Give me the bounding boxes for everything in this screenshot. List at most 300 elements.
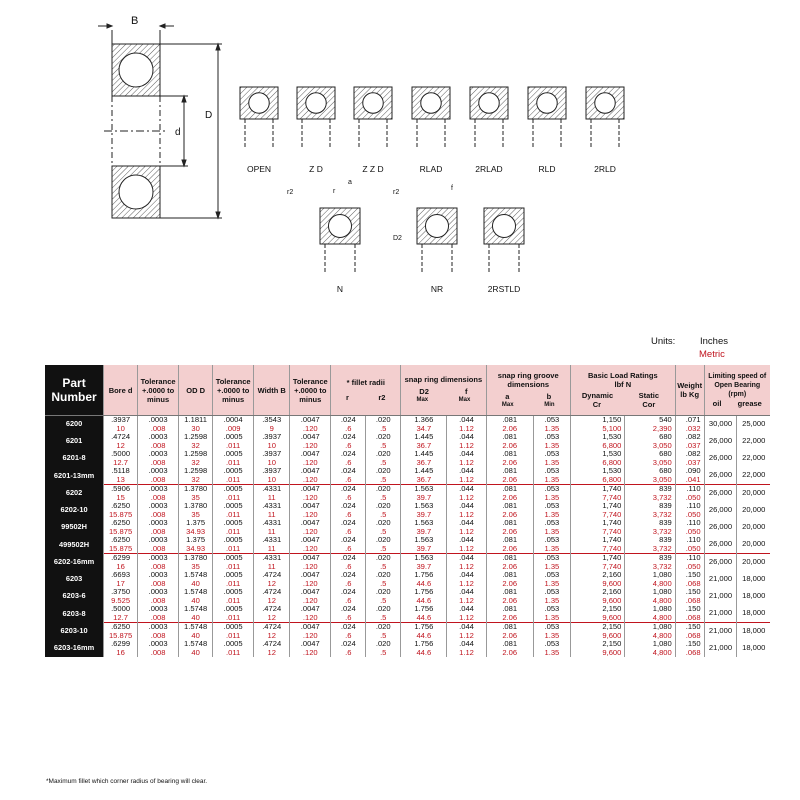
table-cell: 11 — [254, 545, 290, 554]
table-cell: 10 — [254, 459, 290, 468]
table-cell: .020 — [366, 433, 401, 442]
table-cell: .5 — [366, 563, 401, 572]
table-cell: .0005 — [213, 623, 254, 632]
table-cell: 12 — [254, 632, 290, 641]
table-cell: 1.12 — [447, 476, 486, 485]
table-cell: .3543 — [254, 416, 290, 425]
table-header-row — [45, 365, 770, 416]
header-static: Static Cor — [638, 391, 660, 409]
table-cell: 1,080 — [625, 588, 675, 597]
table-cell: .120 — [290, 614, 331, 623]
table-cell: 1.5748 — [179, 571, 213, 580]
table-cell: .024 — [331, 640, 366, 649]
table-cell: 1.12 — [447, 425, 486, 434]
table-cell: .037 — [675, 459, 704, 468]
table-row-inches — [45, 502, 770, 511]
table-cell: 32 — [179, 476, 213, 485]
table-cell: .081 — [486, 554, 533, 563]
table-row-inches — [45, 623, 770, 632]
table-cell: .5 — [366, 649, 401, 658]
table-cell: 1.35 — [533, 425, 570, 434]
table-cell: .053 — [533, 640, 570, 649]
table-cell: 1.445 — [401, 467, 447, 476]
bearing-type-figure — [470, 87, 508, 174]
table-cell: 6,800 — [570, 459, 624, 468]
header-groove-a: a — [505, 391, 510, 401]
table-cell: .020 — [366, 416, 401, 425]
table-cell: .020 — [366, 623, 401, 632]
table-cell: 1.563 — [401, 554, 447, 563]
header-load-ratings — [570, 365, 675, 416]
table-cell: .120 — [290, 528, 331, 537]
header-tolerance-bore: Tolerance +.0000 to minus — [138, 365, 179, 416]
speed-oil-cell: 21,000 — [704, 605, 737, 623]
header-groove-b-min: Min — [544, 401, 555, 408]
table-cell: .011 — [213, 614, 254, 623]
table-cell: 1,530 — [570, 467, 624, 476]
table-cell: .5 — [366, 528, 401, 537]
table-cell: .0005 — [213, 605, 254, 614]
table-cell: 17 — [104, 580, 138, 589]
table-row-inches — [45, 640, 770, 649]
speed-oil-cell: 26,000 — [704, 502, 737, 519]
table-cell: 3,732 — [625, 563, 675, 572]
table-cell: 1.563 — [401, 485, 447, 494]
table-cell: .0003 — [138, 571, 179, 580]
table-cell: 1,740 — [570, 485, 624, 494]
table-cell: 2.06 — [486, 425, 533, 434]
speed-grease-cell: 25,000 — [737, 416, 770, 434]
table-cell: 1.12 — [447, 494, 486, 503]
units-metric: Metric — [699, 349, 725, 360]
table-cell: .081 — [486, 623, 533, 632]
table-cell: 2.06 — [486, 494, 533, 503]
table-cell: .0047 — [290, 536, 331, 545]
table-cell: .6250 — [104, 519, 138, 528]
table-cell: .4724 — [254, 588, 290, 597]
table-cell: .011 — [213, 459, 254, 468]
header-snap-d2: D2 — [419, 387, 429, 396]
table-cell: .050 — [675, 563, 704, 572]
bearing-type-label: 2RLAD — [475, 164, 503, 174]
table-cell: .0003 — [138, 450, 179, 459]
table-row-metric — [45, 425, 770, 434]
dimension-label-f: f — [451, 185, 453, 192]
table-cell: .041 — [675, 476, 704, 485]
table-cell: 1.5748 — [179, 623, 213, 632]
label-B: B — [131, 15, 139, 27]
header-snap-ring — [401, 365, 486, 416]
table-cell: .6 — [331, 425, 366, 434]
table-cell: .0005 — [213, 433, 254, 442]
table-cell: 10 — [254, 476, 290, 485]
table-cell: 39.7 — [401, 494, 447, 503]
table-cell: 1.35 — [533, 597, 570, 606]
table-cell: 44.6 — [401, 632, 447, 641]
part-number-cell: 6202 — [45, 485, 104, 503]
table-cell: 3,050 — [625, 476, 675, 485]
table-cell: .020 — [366, 605, 401, 614]
table-cell: .4724 — [254, 571, 290, 580]
table-cell: 4,800 — [625, 580, 675, 589]
table-cell: 2.06 — [486, 597, 533, 606]
table-cell: 3,732 — [625, 494, 675, 503]
table-cell: 1.5748 — [179, 640, 213, 649]
table-cell: 40 — [179, 580, 213, 589]
table-cell: .053 — [533, 502, 570, 511]
table-cell: .050 — [675, 494, 704, 503]
table-cell: 16 — [104, 649, 138, 658]
speed-oil-cell: 26,000 — [704, 554, 737, 572]
table-cell: .044 — [447, 588, 486, 597]
table-cell: .4331 — [254, 554, 290, 563]
table-cell: .0047 — [290, 605, 331, 614]
table-cell: .4724 — [254, 605, 290, 614]
table-cell: .0003 — [138, 623, 179, 632]
table-cell: 680 — [625, 450, 675, 459]
part-number-cell: 6203 — [45, 571, 104, 588]
speed-oil-cell: 21,000 — [704, 588, 737, 605]
table-cell: .5000 — [104, 450, 138, 459]
table-cell: .044 — [447, 536, 486, 545]
table-cell: .5 — [366, 494, 401, 503]
header-limiting-speed — [704, 365, 770, 416]
table-row-inches — [45, 536, 770, 545]
table-cell: .081 — [486, 467, 533, 476]
table-cell: .081 — [486, 640, 533, 649]
table-cell: .150 — [675, 623, 704, 632]
speed-oil-cell: 26,000 — [704, 519, 737, 536]
table-cell: 30 — [179, 425, 213, 434]
table-cell: .081 — [486, 571, 533, 580]
table-cell: 7,740 — [570, 494, 624, 503]
table-cell: .0003 — [138, 467, 179, 476]
table-cell: .009 — [213, 425, 254, 434]
table-cell: 9.525 — [104, 597, 138, 606]
table-cell: 1.12 — [447, 442, 486, 451]
table-cell: 1.2598 — [179, 433, 213, 442]
table-row-metric — [45, 511, 770, 520]
part-number-cell: 6201 — [45, 433, 104, 450]
table-cell: .0005 — [213, 554, 254, 563]
table-cell: 35 — [179, 494, 213, 503]
table-cell: .008 — [138, 545, 179, 554]
label-D: D — [205, 110, 213, 121]
table-cell: .068 — [675, 632, 704, 641]
speed-oil-cell: 21,000 — [704, 640, 737, 657]
table-cell: .120 — [290, 459, 331, 468]
table-cell: .011 — [213, 632, 254, 641]
table-cell: .053 — [533, 467, 570, 476]
table-cell: 12 — [254, 649, 290, 658]
table-row-inches — [45, 571, 770, 580]
table-cell: .120 — [290, 511, 331, 520]
table-cell: .081 — [486, 416, 533, 425]
table-cell: 1.35 — [533, 614, 570, 623]
table-cell: .081 — [486, 605, 533, 614]
table-cell: .081 — [486, 536, 533, 545]
table-row-inches — [45, 554, 770, 563]
table-cell: .120 — [290, 649, 331, 658]
units-inches: Inches — [700, 336, 728, 347]
table-cell: 1.2598 — [179, 450, 213, 459]
table-cell: .120 — [290, 494, 331, 503]
table-cell: .011 — [213, 597, 254, 606]
part-number-cell: 6202-10 — [45, 502, 104, 519]
table-cell: 1.3780 — [179, 502, 213, 511]
table-row-inches — [45, 433, 770, 442]
table-row-metric — [45, 563, 770, 572]
table-cell: 1.35 — [533, 511, 570, 520]
table-cell: 2.06 — [486, 459, 533, 468]
table-cell: .0005 — [213, 536, 254, 545]
table-cell: 1,150 — [570, 416, 624, 425]
bearing-type-label: NR — [430, 284, 444, 294]
table-cell: .008 — [138, 511, 179, 520]
table-cell: 839 — [625, 536, 675, 545]
table-cell: 34.93 — [179, 528, 213, 537]
speed-grease-cell: 18,000 — [737, 588, 770, 605]
table-cell: .110 — [675, 554, 704, 563]
table-cell: 1.12 — [447, 459, 486, 468]
table-cell: 2.06 — [486, 580, 533, 589]
table-cell: .120 — [290, 563, 331, 572]
table-cell: .150 — [675, 571, 704, 580]
table-cell: 40 — [179, 649, 213, 658]
bearing-type-figure — [320, 208, 360, 294]
table-cell: 1.3780 — [179, 554, 213, 563]
table-cell: 540 — [625, 416, 675, 425]
table-cell: 39.7 — [401, 528, 447, 537]
table-cell: .5 — [366, 545, 401, 554]
speed-grease-cell: 22,000 — [737, 467, 770, 485]
table-cell: .020 — [366, 536, 401, 545]
bearing-type-label: OPEN — [246, 164, 272, 174]
speed-grease-cell: 18,000 — [737, 605, 770, 623]
seal-shield-type-figures — [240, 87, 624, 294]
table-cell: .6 — [331, 632, 366, 641]
table-cell: 2,160 — [570, 571, 624, 580]
table-cell: 2.06 — [486, 442, 533, 451]
table-cell: .0047 — [290, 588, 331, 597]
table-cell: 7,740 — [570, 563, 624, 572]
bearing-type-label: RLD — [538, 164, 556, 174]
table-cell: 10 — [104, 425, 138, 434]
table-cell: 1.12 — [447, 649, 486, 658]
table-cell: 12 — [254, 580, 290, 589]
table-cell: 1.445 — [401, 450, 447, 459]
bearing-type-figure — [240, 87, 278, 174]
table-cell: .011 — [213, 442, 254, 451]
table-cell: .008 — [138, 580, 179, 589]
table-row-metric — [45, 597, 770, 606]
table-cell: .0003 — [138, 433, 179, 442]
table-cell: 4,800 — [625, 632, 675, 641]
header-snap-f: f — [465, 387, 468, 396]
table-cell: .4724 — [254, 623, 290, 632]
table-row-inches — [45, 588, 770, 597]
table-cell: 1.35 — [533, 494, 570, 503]
table-cell: 12 — [254, 597, 290, 606]
header-groove-title: snap ring groove dimensions — [497, 370, 559, 389]
table-cell: .3937 — [254, 450, 290, 459]
table-cell: 1.12 — [447, 545, 486, 554]
header-groove-a-max: Max — [501, 401, 514, 408]
header-weight: Weight lb Kg — [675, 365, 704, 416]
table-cell: .024 — [331, 485, 366, 494]
table-row-metric — [45, 632, 770, 641]
table-cell: 36.7 — [401, 476, 447, 485]
table-row-metric — [45, 528, 770, 537]
table-cell: 1,080 — [625, 605, 675, 614]
table-row-inches — [45, 519, 770, 528]
table-cell: .3750 — [104, 588, 138, 597]
header-groove — [486, 365, 570, 416]
table-cell: .011 — [213, 511, 254, 520]
table-cell: 34.7 — [401, 425, 447, 434]
units-label: Units: — [651, 336, 676, 347]
table-cell: 32 — [179, 459, 213, 468]
part-number-cell: 6203-6 — [45, 588, 104, 605]
table-cell: 35 — [179, 511, 213, 520]
table-cell: .081 — [486, 502, 533, 511]
table-cell: 1.35 — [533, 632, 570, 641]
table-cell: .044 — [447, 502, 486, 511]
table-cell: 12.7 — [104, 459, 138, 468]
table-cell: .120 — [290, 597, 331, 606]
table-cell: .5000 — [104, 605, 138, 614]
table-cell: .037 — [675, 442, 704, 451]
bearing-type-figure — [412, 87, 450, 174]
table-cell: 1,080 — [625, 623, 675, 632]
table-cell: .053 — [533, 433, 570, 442]
table-cell: 1.1811 — [179, 416, 213, 425]
table-cell: .024 — [331, 554, 366, 563]
bearing-spec-table — [45, 365, 770, 657]
table-cell: .044 — [447, 519, 486, 528]
speed-grease-cell: 18,000 — [737, 571, 770, 588]
table-cell: 9,600 — [570, 597, 624, 606]
dimension-label-r2: r2 — [393, 189, 400, 196]
table-cell: .053 — [533, 519, 570, 528]
table-cell: 1.756 — [401, 640, 447, 649]
header-tolerance-od: Tolerance +.0000 to minus — [213, 365, 254, 416]
table-cell: .011 — [213, 649, 254, 658]
table-cell: 36.7 — [401, 459, 447, 468]
table-cell: .011 — [213, 545, 254, 554]
speed-grease-cell: 20,000 — [737, 519, 770, 536]
table-cell: 7,740 — [570, 511, 624, 520]
table-cell: .4331 — [254, 519, 290, 528]
part-number-cell: 6203-8 — [45, 605, 104, 623]
speed-grease-cell: 22,000 — [737, 433, 770, 450]
table-cell: .5 — [366, 459, 401, 468]
table-cell: 4,800 — [625, 597, 675, 606]
table-cell: .6 — [331, 649, 366, 658]
dimension-label-r2: r2 — [287, 189, 294, 196]
table-cell: .020 — [366, 450, 401, 459]
table-cell: .008 — [138, 425, 179, 434]
table-cell: 40 — [179, 614, 213, 623]
dimension-label-a: a — [348, 179, 352, 186]
table-cell: .0003 — [138, 502, 179, 511]
table-cell: .5 — [366, 614, 401, 623]
table-cell: 5,100 — [570, 425, 624, 434]
table-cell: 11 — [254, 563, 290, 572]
table-cell: .150 — [675, 640, 704, 649]
speed-oil-cell: 26,000 — [704, 467, 737, 485]
header-snap-d2-max: Max — [416, 397, 429, 403]
table-cell: .008 — [138, 528, 179, 537]
table-cell: .0005 — [213, 467, 254, 476]
table-cell: 35 — [179, 563, 213, 572]
header-fillet-r: r — [346, 393, 349, 402]
speed-grease-cell: 20,000 — [737, 554, 770, 572]
table-cell: 15.875 — [104, 511, 138, 520]
table-cell: 1,080 — [625, 571, 675, 580]
table-cell: 680 — [625, 433, 675, 442]
bearing-type-figure — [297, 87, 335, 174]
table-cell: .0047 — [290, 450, 331, 459]
table-cell: 1.3780 — [179, 485, 213, 494]
table-cell: 6,800 — [570, 442, 624, 451]
table-cell: 1.756 — [401, 623, 447, 632]
speed-grease-cell: 18,000 — [737, 640, 770, 657]
table-cell: .008 — [138, 442, 179, 451]
table-cell: .044 — [447, 485, 486, 494]
table-row-metric — [45, 614, 770, 623]
table-cell: 2.06 — [486, 528, 533, 537]
table-cell: 39.7 — [401, 545, 447, 554]
table-cell: .0003 — [138, 554, 179, 563]
table-cell: .050 — [675, 511, 704, 520]
table-cell: .008 — [138, 597, 179, 606]
table-cell: .024 — [331, 623, 366, 632]
table-cell: .6 — [331, 476, 366, 485]
table-cell: .044 — [447, 450, 486, 459]
table-cell: .011 — [213, 528, 254, 537]
table-cell: 1.35 — [533, 649, 570, 658]
table-cell: .0004 — [213, 416, 254, 425]
table-cell: 4,800 — [625, 649, 675, 658]
speed-grease-cell: 22,000 — [737, 450, 770, 467]
table-cell: 44.6 — [401, 597, 447, 606]
table-cell: 2.06 — [486, 649, 533, 658]
speed-grease-cell: 20,000 — [737, 536, 770, 554]
header-od: OD D — [179, 365, 213, 416]
header-speed-title: Limiting speed of Open Bearing (rpm) — [708, 373, 767, 398]
table-row-inches — [45, 416, 770, 425]
table-cell: 2,390 — [625, 425, 675, 434]
table-cell: 1.12 — [447, 632, 486, 641]
table-cell: .120 — [290, 580, 331, 589]
table-cell: .6 — [331, 442, 366, 451]
table-cell: 15.875 — [104, 545, 138, 554]
table-cell: 2,150 — [570, 640, 624, 649]
table-cell: .044 — [447, 433, 486, 442]
table-cell: .081 — [486, 450, 533, 459]
table-cell: .4724 — [254, 640, 290, 649]
table-cell: .0003 — [138, 640, 179, 649]
header-groove-b: b — [546, 391, 552, 401]
part-number-cell: 6203-16mm — [45, 640, 104, 657]
table-cell: 839 — [625, 554, 675, 563]
table-cell: .0005 — [213, 640, 254, 649]
bearing-type-figure — [354, 87, 392, 174]
bearing-type-label: N — [336, 284, 344, 294]
bearing-type-figure — [528, 87, 566, 174]
table-cell: .3937 — [254, 467, 290, 476]
